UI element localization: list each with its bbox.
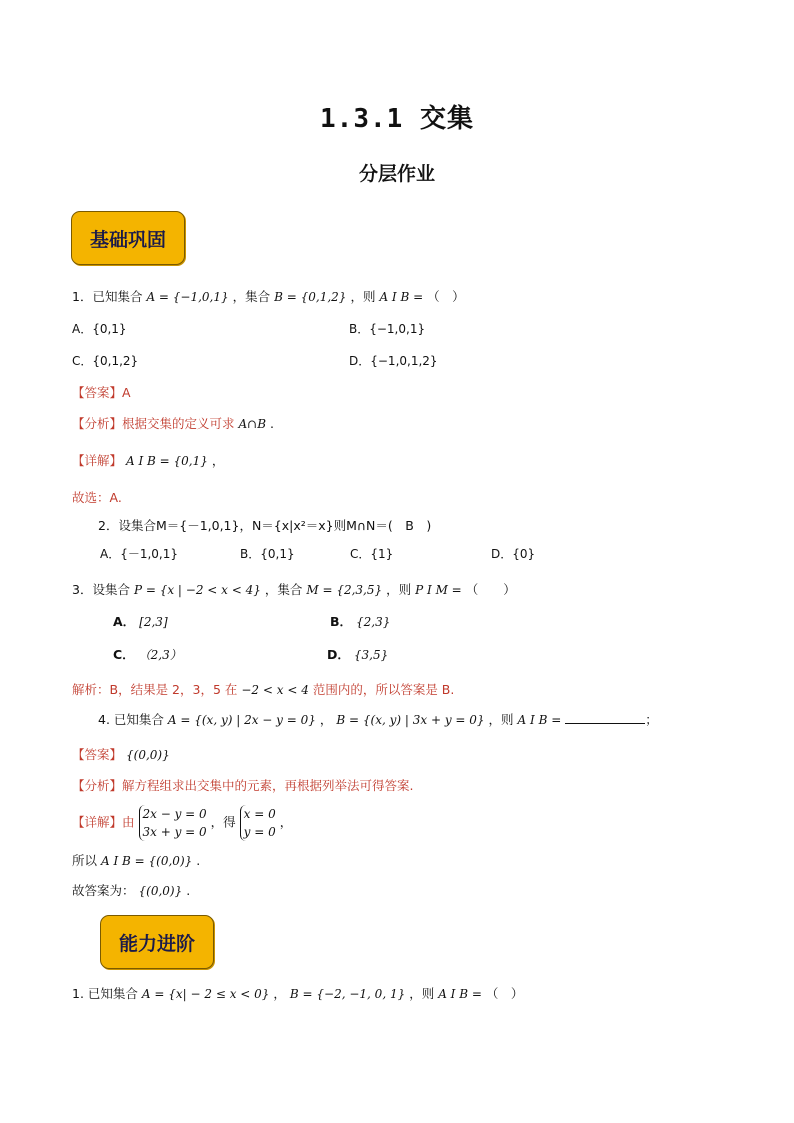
q1-answer: 【答案】A [72,385,131,400]
q4-detail [72,805,292,841]
q4-final-label: 故答案为： [72,883,135,898]
q1-expr: A I B = [379,290,424,304]
adv1-set-a: A = {x| − 2 ≤ x < 0} [141,987,270,1001]
q1-analysis-expr: A∩B [238,417,267,431]
q3-option-a-label: A． [113,614,136,629]
page-title: 1.3.1 交集 [320,104,474,134]
q1-set-a: A = {−1,0,1} [146,290,229,304]
q3-option-c-label: C． [113,647,135,662]
q4-answer-expr: {(0,0)} [126,748,170,762]
q4-conclusion-label: 所以 [72,853,98,868]
q1-detail [72,453,224,469]
q3-set-p: P = {x | −2 < x < 4} [133,583,261,597]
q3-option-b-value: {2,3} [356,615,391,629]
q1-detail-end: ， [211,453,225,468]
q1-stem-text-3: ，则 [350,289,376,304]
q4-solution-1: x = 0 [243,807,276,821]
q1-stem [72,289,465,305]
q4-answer-label: 【答案】 [72,747,123,762]
section-label-advanced: 能力进阶 [118,932,195,955]
q4-stem-end: ； [645,712,658,727]
q1-option-b: B．{−1,0,1} [349,322,426,336]
adv1-paren: （ ） [485,986,524,1001]
q4-answer-blank[interactable] [565,711,645,724]
adv1-expr: A I B = [438,987,482,1001]
q4-stem-text-2: ，则 [488,712,514,727]
q4-detail-comma: ， [279,814,293,830]
q4-expr: A I B = [517,713,562,727]
adv1-stem-text-2: ，则 [409,986,435,1001]
q3-explanation [72,682,454,698]
q4-equation-system [139,805,207,841]
q1-analysis-end: . [270,416,275,431]
q4-final-expr: {(0,0)} [138,884,183,898]
q1-analysis-text: 【分析】根据交集的定义可求 [72,416,235,431]
q3-option-a [113,614,168,630]
q1-analysis [72,416,274,432]
adv1-set-b: B = {−2, −1, 0, 1} [289,987,406,1001]
q1-choice: 故选：A. [72,490,122,505]
q4-solution-2: y = 0 [243,825,276,839]
section-badge-advanced [100,915,214,969]
q2-stem: 2．设集合M＝{－1,0,1}，N＝{x|x²＝x}则M∩N＝( B ) [98,518,432,533]
q3-option-d-label: D． [327,647,350,662]
q3-stem [72,582,516,598]
q3-option-c-value: （2,3） [138,648,182,662]
q4-analysis: 【分析】解方程组求出交集中的元素，再根据列举法可得答案. [72,778,414,793]
q3-option-b-label: B． [330,614,353,629]
q4-equation-1: 2x − y = 0 [142,807,207,821]
q4-conclusion [72,853,200,869]
q3-option-d-value: {3,5} [353,648,389,662]
adv1-separator: ， [273,986,286,1001]
q4-set-a: A = {(x, y) | 2x − y = 0} [167,713,316,727]
adv1-stem-text: 1. 已知集合 [72,986,138,1001]
q3-set-m: M = {2,3,5} [306,583,383,597]
q3-stem-text: 3．设集合 [72,582,130,597]
q3-option-a-value: [2,3] [139,615,168,629]
q3-option-c [113,647,182,663]
q4-equation-2: 3x + y = 0 [142,825,207,839]
q1-detail-expr: A I B = {0,1} [126,454,208,468]
q4-final-answer [72,883,190,899]
q3-stem-text-2: ，集合 [264,582,303,597]
q2-option-d: D．{0} [491,547,536,561]
q3-option-d [327,647,388,663]
q4-answer [72,747,170,763]
section-badge-basic [71,211,185,265]
q4-solution-system [240,805,276,841]
adv1-stem [72,986,523,1002]
q3-paren: （ ） [465,582,516,597]
q2-option-c: C．{1} [350,547,394,561]
q3-explanation-range: −2 < x < 4 [241,683,309,697]
page-subtitle: 分层作业 [358,163,435,185]
q3-expr: P I M = [415,583,462,597]
q4-detail-label: 【详解】由 [72,814,135,830]
q4-set-b: B = {(x, y) | 3x + y = 0} [336,713,485,727]
q1-set-b: B = {0,1,2} [274,290,347,304]
q4-conclusion-expr: A I B = {(0,0)} [101,854,193,868]
q4-conclusion-end: . [196,853,201,868]
q3-explanation-text-2: 范围内的，所以答案是 B. [312,682,455,697]
section-label-basic: 基础巩固 [89,228,166,251]
q4-detail-get: ，得 [210,814,236,830]
q1-option-d: D．{−1,0,1,2} [349,354,438,368]
q4-stem [98,711,658,728]
q4-stem-text: 4. 已知集合 [98,712,164,727]
q1-detail-label: 【详解】 [72,453,123,468]
q1-option-c: C．{0,1,2} [72,354,139,368]
q4-separator: ， [319,712,333,727]
q1-stem-text: 1．已知集合 [72,289,143,304]
q2-option-b: B．{0,1} [240,547,295,561]
q3-option-b [330,614,390,630]
q3-explanation-text: 解析：B，结果是 2，3，5 在 [72,682,238,697]
q4-final-end: . [186,883,191,898]
q3-stem-text-3: ，则 [386,582,412,597]
q1-paren: （ ） [427,289,465,304]
q1-stem-text-2: ，集合 [232,289,271,304]
q2-option-a: A．{－1,0,1} [100,547,179,561]
q1-option-a: A．{0,1} [72,322,127,336]
